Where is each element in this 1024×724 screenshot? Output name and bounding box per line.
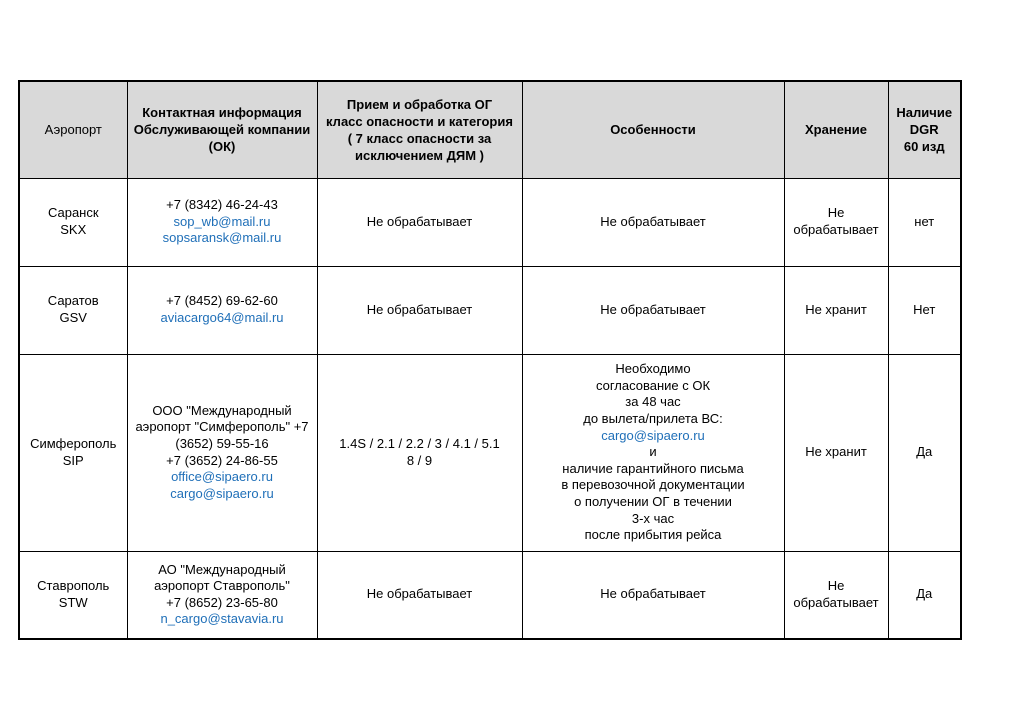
contact-line: +7 (8652) 23-65-80: [166, 594, 278, 610]
storage-cell: Не хранит: [784, 354, 888, 551]
header-dg-line: ( 7 класс опасности за: [347, 130, 492, 146]
airport-cell: [19, 266, 127, 354]
contact-line: аэропорт "Симферополь" +7: [135, 419, 309, 435]
storage-line: Не: [827, 205, 845, 221]
contact-cell: [127, 551, 317, 639]
dgr-cell: Да: [888, 354, 961, 551]
features-line: в перевозочной документации: [561, 477, 745, 493]
airports-table: [18, 80, 962, 640]
dg-cell: Не обрабатывает: [317, 266, 522, 354]
contact-cell: [127, 354, 317, 551]
contact-cell: [127, 266, 317, 354]
header-contact-line: (ОК): [208, 139, 236, 155]
airport-name: Ставрополь: [37, 578, 110, 594]
header-dgr-line: Наличие: [896, 105, 953, 121]
header-contact-line: Обслуживающей компании: [133, 122, 311, 138]
dgr-cell: нет: [888, 178, 961, 266]
features-line: согласование с ОК: [595, 377, 711, 393]
contact-line: аэропорт Ставрополь": [154, 578, 290, 594]
header-airport: Аэропорт: [19, 81, 127, 178]
header-storage: Хранение: [784, 81, 888, 178]
contact-line: ООО "Международный: [152, 402, 292, 418]
storage-line: обрабатывает: [793, 222, 879, 237]
header-dgr-line: DGR: [909, 122, 939, 138]
storage-cell: Не хранит: [784, 266, 888, 354]
contact-cell: [127, 178, 317, 266]
airport-cell: [19, 178, 127, 266]
storage-line: Не: [827, 578, 845, 594]
features-cell: Не обрабатывает: [522, 266, 784, 354]
airport-code: SIP: [62, 452, 84, 468]
features-line: Необходимо: [615, 361, 691, 377]
table-row: [19, 266, 961, 354]
features-line: 3-х час: [631, 510, 675, 526]
storage-cell: [784, 178, 888, 266]
dg-cell: Не обрабатывает: [317, 551, 522, 639]
email-link[interactable]: office@sipaero.ru: [171, 469, 273, 485]
airport-code: GSV: [59, 310, 87, 325]
features-cell: [522, 354, 784, 551]
header-dg-line: Прием и обработка ОГ: [346, 96, 493, 112]
dgr-cell: Нет: [888, 266, 961, 354]
contact-phone: +7 (8452) 69-62-60: [166, 293, 278, 309]
airport-cell: [19, 551, 127, 639]
features-line: после прибытия рейса: [584, 527, 722, 543]
header-dg: [317, 81, 522, 178]
contact-line: +7 (3652) 24-86-55: [166, 452, 278, 468]
features-line: о получении ОГ в течении: [574, 493, 732, 509]
storage-cell: [784, 551, 888, 639]
features-line: до вылета/прилета ВС:: [583, 411, 723, 427]
airport-name: Саратов: [47, 293, 99, 309]
email-link[interactable]: cargo@sipaero.ru: [170, 485, 274, 501]
header-dg-line: класс опасности и категория: [326, 113, 513, 129]
email-link[interactable]: cargo@sipaero.ru: [601, 427, 705, 443]
email-link[interactable]: n_cargo@stavavia.ru: [160, 611, 284, 627]
contact-line: (3652) 59-55-16: [175, 435, 269, 451]
header-contact-line: Контактная информация: [142, 105, 302, 121]
dg-cell: Не обрабатывает: [317, 178, 522, 266]
contact-line: АО "Международный: [158, 561, 286, 577]
header-dgr: [888, 81, 961, 178]
header-dgr-line: 60 изд: [903, 139, 945, 155]
features-line: за 48 час: [625, 394, 681, 410]
features-cell: Не обрабатывает: [522, 551, 784, 639]
features-line: и: [649, 444, 657, 460]
dg-cell: [317, 354, 522, 551]
dg-line: 1.4S / 2.1 / 2.2 / 3 / 4.1 / 5.1: [339, 435, 500, 451]
features-cell: Не обрабатывает: [522, 178, 784, 266]
airport-code: SKX: [60, 222, 87, 237]
header-features: Особенности: [522, 81, 784, 178]
airport-code: STW: [58, 594, 88, 610]
table-row: [19, 354, 961, 551]
table-header-row: [19, 81, 961, 178]
storage-line: обрабатывает: [793, 594, 879, 610]
airport-name: Симферополь: [30, 435, 117, 451]
dg-line: 8 / 9: [406, 452, 433, 468]
dgr-cell: Да: [888, 551, 961, 639]
email-link[interactable]: sop_wb@mail.ru: [173, 213, 271, 229]
header-dg-line: исключением ДЯМ ): [354, 147, 485, 163]
email-link[interactable]: aviacargo64@mail.ru: [160, 310, 284, 325]
email-link[interactable]: sopsaransk@mail.ru: [162, 230, 282, 246]
table-row: [19, 551, 961, 639]
table-row: [19, 178, 961, 266]
airport-cell: [19, 354, 127, 551]
airport-name: Саранск: [47, 205, 99, 221]
contact-phone: +7 (8342) 46-24-43: [166, 197, 278, 213]
header-contact: [127, 81, 317, 178]
features-line: наличие гарантийного письма: [562, 460, 744, 476]
